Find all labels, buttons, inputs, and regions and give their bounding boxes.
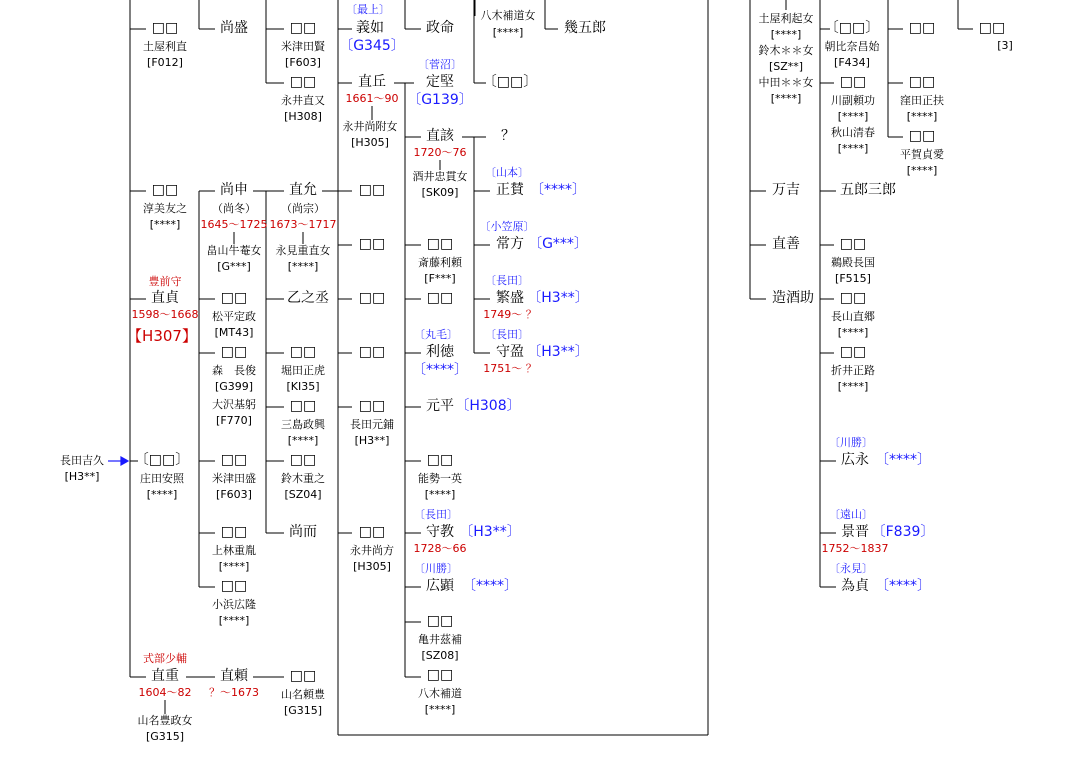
tree-node-label: 小浜広隆 bbox=[212, 597, 256, 611]
tree-node-label: 〔□□〕 bbox=[134, 452, 190, 468]
tree-node-label: 常方 bbox=[496, 236, 524, 252]
tree-node-label: [H305] bbox=[351, 135, 389, 149]
tree-node-label: [H3**] bbox=[354, 433, 390, 447]
tree-node-label: [3] bbox=[997, 38, 1013, 52]
tree-node-label: □□ bbox=[220, 290, 248, 306]
tree-node-label: [G315] bbox=[283, 703, 323, 717]
tree-node-label: [****] bbox=[837, 379, 869, 393]
tree-node-label: [****] bbox=[149, 217, 181, 231]
tree-node-label: 大沢基躬 bbox=[212, 397, 256, 411]
tree-node-label: □□ bbox=[426, 452, 454, 468]
tree-node-label: （尚冬） bbox=[212, 201, 256, 215]
tree-node-label: □□ bbox=[358, 182, 386, 198]
tree-node-label: □□ bbox=[358, 524, 386, 540]
tree-node-label: 1751～ ？ bbox=[483, 361, 537, 375]
tree-node-label: 〔****〕 bbox=[412, 362, 468, 378]
tree-node-label: [****] bbox=[770, 27, 802, 41]
tree-node-label: 元平 bbox=[426, 398, 454, 414]
tree-node-label: [****] bbox=[837, 141, 869, 155]
tree-node-label: □□ bbox=[220, 344, 248, 360]
tree-node-label: 能勢一英 bbox=[418, 471, 462, 485]
tree-node-label: □□ bbox=[358, 290, 386, 306]
tree-node-label: 〔****〕 bbox=[462, 578, 518, 594]
tree-node-label: 永見重直女 bbox=[275, 243, 331, 257]
tree-node-label: 〔長田〕 bbox=[485, 273, 529, 287]
tree-node-label: 〔長田〕 bbox=[414, 507, 458, 521]
tree-node-label: 義如 bbox=[356, 20, 384, 36]
tree-node-label: 1661～90 bbox=[345, 91, 399, 105]
tree-node-label: 景晋 bbox=[841, 524, 869, 540]
tree-node-label: [****] bbox=[906, 163, 938, 177]
tree-node-label: [****] bbox=[287, 259, 319, 273]
tree-node-label: □□ bbox=[358, 344, 386, 360]
tree-node-label: 窪田正扶 bbox=[900, 93, 944, 107]
tree-node-label: 三島政興 bbox=[281, 417, 325, 431]
tree-node-label: [H3**] bbox=[64, 469, 100, 483]
tree-node-label: 直丘 bbox=[358, 74, 386, 90]
tree-node-label: □□ bbox=[220, 578, 248, 594]
tree-node-label: 長田吉久 bbox=[60, 453, 104, 467]
tree-node-label: [F***] bbox=[424, 271, 456, 285]
tree-node-label: □□ bbox=[289, 452, 317, 468]
tree-node-label: □□ bbox=[289, 74, 317, 90]
tree-node-label: [SZ04] bbox=[284, 487, 322, 501]
tree-node-label: □□ bbox=[426, 613, 454, 629]
tree-node-label: □□ bbox=[358, 398, 386, 414]
tree-node-label: 中田＊＊女 bbox=[758, 75, 814, 89]
tree-node-label: 乙之丞 bbox=[287, 290, 329, 306]
tree-node-label: □□ bbox=[908, 74, 936, 90]
tree-node-label: [F515] bbox=[835, 271, 871, 285]
tree-node-label: [G315] bbox=[145, 729, 185, 743]
tree-node-label: □□ bbox=[289, 398, 317, 414]
tree-node-label: 造酒助 bbox=[772, 290, 814, 306]
tree-node-label: 長田元鋪 bbox=[350, 417, 394, 431]
tree-node-label: [F770] bbox=[216, 413, 252, 427]
tree-node-label: 上林重胤 bbox=[212, 543, 256, 557]
tree-node-label: 鈴木重之 bbox=[281, 471, 325, 485]
tree-node-label: □□ bbox=[839, 236, 867, 252]
tree-node-label: 〔川勝〕 bbox=[414, 561, 458, 575]
tree-node-label: 〔H3**〕 bbox=[527, 344, 589, 360]
tree-node-label: 〔長田〕 bbox=[485, 327, 529, 341]
tree-node-label: □□ bbox=[220, 524, 248, 540]
tree-node-label: 〔遠山〕 bbox=[829, 507, 873, 521]
tree-node-label: [F603] bbox=[216, 487, 252, 501]
tree-node-label: 永井尚附女 bbox=[342, 119, 398, 133]
tree-node-label: 1720～76 bbox=[413, 145, 467, 159]
tree-node-label: 米津田賢 bbox=[281, 39, 325, 53]
tree-node-label: 〔川勝〕 bbox=[829, 435, 873, 449]
tree-node-label: [SZ**] bbox=[768, 59, 804, 73]
tree-node-label: 鵜殿長国 bbox=[831, 255, 875, 269]
tree-node-label: 式部少輔 bbox=[143, 651, 187, 665]
tree-node-label: 〔G139〕 bbox=[407, 92, 473, 108]
tree-node-label: □□ bbox=[151, 20, 179, 36]
tree-node-label: [F012] bbox=[147, 55, 183, 69]
tree-node-label: [F434] bbox=[834, 55, 870, 69]
tree-node-label: 永井直又 bbox=[281, 93, 325, 107]
tree-node-label: 庄田安照 bbox=[140, 471, 184, 485]
tree-node-label: 〔****〕 bbox=[530, 182, 586, 198]
tree-node-label: 山名頼豊 bbox=[281, 687, 325, 701]
tree-node-label: 〔小笠原〕 bbox=[479, 219, 535, 233]
tree-node-label: 直該 bbox=[426, 128, 454, 144]
tree-node-label: [****] bbox=[770, 91, 802, 105]
tree-node-label: □□ bbox=[908, 128, 936, 144]
tree-node-label: 〔H3**〕 bbox=[527, 290, 589, 306]
tree-node-label: ？～1673 bbox=[209, 685, 259, 699]
tree-node-label: □□ bbox=[289, 344, 317, 360]
tree-node-label: 秋山清春 bbox=[831, 125, 875, 139]
tree-node-label: 直貞 bbox=[151, 290, 179, 306]
tree-node-label: 1604～82 bbox=[138, 685, 192, 699]
tree-node-label: 幾五郎 bbox=[564, 20, 606, 36]
tree-node-label: 1598～1668 bbox=[131, 307, 199, 321]
tree-node-label: □□ bbox=[839, 344, 867, 360]
tree-node-label: 〔H308〕 bbox=[455, 398, 521, 414]
tree-node-label: [SK09] bbox=[421, 185, 459, 199]
tree-node-label: [F603] bbox=[285, 55, 321, 69]
tree-node-label: 1749～ ？ bbox=[483, 307, 537, 321]
tree-node-label: 守盈 bbox=[496, 344, 524, 360]
tree-node-label: 直善 bbox=[772, 236, 800, 252]
tree-node-label: 1645～1725 bbox=[200, 217, 268, 231]
tree-node-label: 万吉 bbox=[772, 182, 800, 198]
tree-node-label: 1728～66 bbox=[413, 541, 467, 555]
tree-node-label: □□ bbox=[426, 667, 454, 683]
tree-node-label: 畠山牛菴女 bbox=[206, 243, 262, 257]
tree-node-label: 〔****〕 bbox=[875, 452, 931, 468]
tree-node-label: 松平定政 bbox=[212, 309, 256, 323]
tree-node-label: 〔****〕 bbox=[875, 578, 931, 594]
tree-node-label: [****] bbox=[837, 325, 869, 339]
tree-node-label: 〔永見〕 bbox=[829, 561, 873, 575]
tree-node-label: 平賀貞愛 bbox=[900, 147, 944, 161]
tree-node-label: [****] bbox=[218, 613, 250, 627]
tree-node-label: 長山直郷 bbox=[831, 309, 875, 323]
tree-node-label: [H308] bbox=[284, 109, 322, 123]
tree-node-label: □□ bbox=[978, 20, 1006, 36]
tree-node-label: 五郎三郎 bbox=[840, 182, 896, 198]
tree-node-label: 鈴木＊＊女 bbox=[758, 43, 814, 57]
tree-node-label: [****] bbox=[424, 487, 456, 501]
tree-node-label: [****] bbox=[837, 109, 869, 123]
tree-node-label: 尚而 bbox=[289, 524, 317, 540]
tree-node-label: □□ bbox=[426, 236, 454, 252]
tree-node-label: 定堅 bbox=[426, 74, 454, 90]
tree-node-label: （尚宗） bbox=[281, 201, 325, 215]
tree-node-label: □□ bbox=[839, 290, 867, 306]
tree-node-label: 米津田盛 bbox=[212, 471, 256, 485]
tree-node-label: □□ bbox=[358, 236, 386, 252]
tree-node-label: [MT43] bbox=[214, 325, 254, 339]
tree-node-label: 八木補道女 bbox=[480, 8, 536, 22]
tree-node-label: [G399] bbox=[214, 379, 254, 393]
tree-node-label: 八木補道 bbox=[418, 686, 462, 700]
tree-node-label: [H305] bbox=[353, 559, 391, 573]
tree-node-label: 正賛 bbox=[496, 182, 524, 198]
tree-node-label: □□ bbox=[151, 182, 179, 198]
tree-node-label: [SZ08] bbox=[421, 648, 459, 662]
tree-node-label: 〔H3**〕 bbox=[459, 524, 521, 540]
tree-node-label: [****] bbox=[287, 433, 319, 447]
tree-node-label: 〔G***〕 bbox=[528, 236, 588, 252]
tree-node-label: 堀田正虎 bbox=[281, 363, 325, 377]
tree-node-label: [****] bbox=[146, 487, 178, 501]
tree-node-label: 1673～1717 bbox=[269, 217, 337, 231]
tree-node-label: [****] bbox=[424, 702, 456, 716]
tree-node-label: [****] bbox=[492, 25, 524, 39]
tree-node-label: [KI35] bbox=[286, 379, 320, 393]
tree-node-label: 〔F839〕 bbox=[871, 524, 935, 540]
tree-node-label: 〔菅沼〕 bbox=[418, 57, 462, 71]
tree-node-label: 折井正路 bbox=[831, 363, 875, 377]
tree-node-label: 斎藤利頼 bbox=[418, 255, 462, 269]
tree-node-label: 亀井茲補 bbox=[418, 632, 462, 646]
tree-node-label: 為貞 bbox=[841, 578, 869, 594]
tree-node-label: 〔□□〕 bbox=[482, 74, 538, 90]
tree-node-label: 繁盛 bbox=[496, 290, 524, 306]
tree-node-label: □□ bbox=[426, 290, 454, 306]
tree-node-label: □□ bbox=[289, 668, 317, 684]
tree-node-label: □□ bbox=[220, 452, 248, 468]
tree-node-label: 尚盛 bbox=[220, 20, 248, 36]
tree-node-label: ？ bbox=[501, 128, 515, 144]
tree-node-label: 酒井忠貫女 bbox=[412, 169, 468, 183]
tree-node-label: 政命 bbox=[426, 20, 454, 36]
tree-node-label: 〔G345〕 bbox=[339, 38, 405, 54]
tree-node-label: 直允 bbox=[289, 182, 317, 198]
tree-node-label: □□ bbox=[839, 74, 867, 90]
tree-node-label: 〔□□〕 bbox=[824, 20, 880, 36]
tree-node-label: □□ bbox=[908, 20, 936, 36]
tree-node-label: 朝比奈昌始 bbox=[824, 39, 880, 53]
tree-node-label: 直頼 bbox=[220, 668, 248, 684]
tree-node-label: 〔山本〕 bbox=[485, 165, 529, 179]
tree-node-label: 広顕 bbox=[426, 578, 454, 594]
tree-node-label: 淳美友之 bbox=[143, 201, 187, 215]
tree-node-label: 1752～1837 bbox=[821, 541, 889, 555]
tree-node-label: 【H307】 bbox=[127, 326, 197, 345]
tree-node-label: [****] bbox=[906, 109, 938, 123]
tree-node-label: 永井尚方 bbox=[350, 543, 394, 557]
tree-node-label: [G***] bbox=[217, 259, 251, 273]
tree-node-label: 〔丸毛〕 bbox=[414, 327, 458, 341]
tree-node-label: 森 長俊 bbox=[212, 363, 256, 377]
tree-node-label: [****] bbox=[218, 559, 250, 573]
tree-node-label: 利徳 bbox=[426, 344, 454, 360]
tree-node-label: 広永 bbox=[841, 452, 869, 468]
tree-node-label: 〔最上〕 bbox=[346, 2, 390, 16]
tree-node-label: 山名豊政女 bbox=[137, 713, 193, 727]
tree-node-label: 守教 bbox=[426, 524, 454, 540]
tree-node-label: 土屋利直 bbox=[143, 39, 187, 53]
tree-node-label: 土屋利起女 bbox=[758, 11, 814, 25]
tree-node-label: 直重 bbox=[151, 668, 179, 684]
tree-node-label: 豊前守 bbox=[148, 274, 182, 288]
tree-node-label: □□ bbox=[289, 20, 317, 36]
tree-node-label: 川副頼功 bbox=[831, 93, 875, 107]
tree-node-label: 尚申 bbox=[220, 182, 248, 198]
